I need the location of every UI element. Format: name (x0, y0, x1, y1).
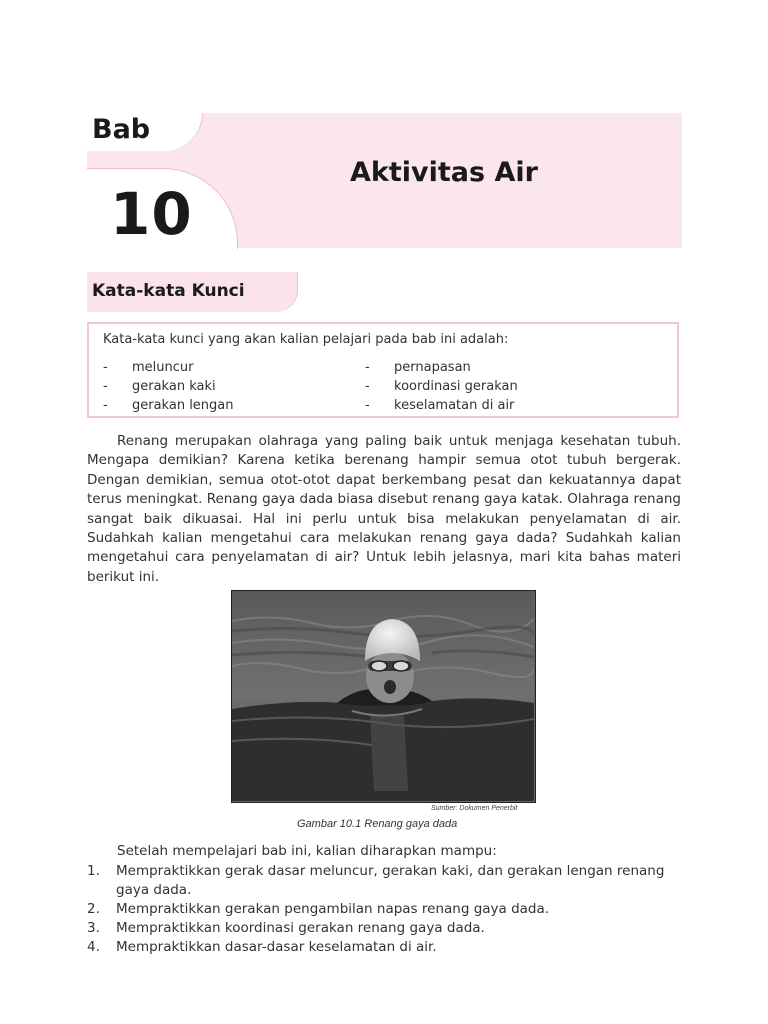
keyword-item: - gerakan kaki (103, 379, 216, 394)
objective-item (87, 919, 682, 938)
keyword-item: - keselamatan di air (365, 398, 515, 413)
objectives-list (87, 862, 682, 957)
objective-number: 1. (87, 863, 100, 879)
objective-text: Mempraktikkan dasar-dasar keselamatan di air. (116, 939, 437, 955)
keyword-item: - meluncur (103, 360, 194, 375)
figure-source: Sumber: Dokumen Penerbit (431, 805, 518, 812)
figure-caption: Gambar 10.1 Renang gaya dada (297, 818, 458, 830)
chapter-label: Bab (92, 114, 151, 145)
keywords-intro: Kata-kata kunci yang akan kalian pelajari pada bab ini adalah: (103, 332, 509, 347)
keywords-list-left (103, 358, 234, 415)
keyword-item: - pernapasan (365, 360, 471, 375)
intro-paragraph: Renang merupakan olahraga yang paling baik untuk menjaga kesehatan tubuh. Mengapa demikian? Karena ketika berenang hampir semua otot tubuh bergerak. Dengan demikian, semua otot-otot dapat berkembang pesat dan kekuatannya dapat terus meningkat. Renang gaya dada biasa disebut renang gaya katak. Olahraga renang sangat baik dikuasai. Hal ini perlu untuk bisa melakukan penyelamatan di air. Sudahkah kalian mengetahui cara melakukan renang gaya dada? Sudahkah kalian mengetahui cara penyelamatan di air? Untuk lebih jelasnya, mari kita bahas materi berikut ini. (87, 433, 681, 585)
objective-item (87, 862, 682, 900)
objective-number: 2. (87, 901, 100, 917)
objective-item (87, 900, 682, 919)
chapter-number: 10 (110, 180, 193, 248)
keyword-item: - koordinasi gerakan (365, 379, 518, 394)
swimmer-illustration (232, 591, 534, 801)
objective-text: Mempraktikkan koordinasi gerakan renang gaya dada. (116, 920, 485, 936)
swimmer-photo (231, 590, 536, 803)
keywords-heading: Kata-kata Kunci (92, 281, 245, 301)
objective-item (87, 938, 682, 957)
objective-text: Mempraktikkan gerakan pengambilan napas renang gaya dada. (116, 901, 550, 917)
keyword-item: - gerakan lengan (103, 398, 234, 413)
chapter-title: Aktivitas Air (350, 157, 538, 188)
objective-text: Mempraktikkan gerak dasar meluncur, gerakan kaki, dan gerakan lengan renang gaya dada. (116, 863, 665, 898)
keywords-list-right (365, 358, 518, 415)
objective-number: 4. (87, 939, 100, 955)
objectives-intro: Setelah mempelajari bab ini, kalian diharapkan mampu: (117, 843, 497, 859)
objective-number: 3. (87, 920, 100, 936)
